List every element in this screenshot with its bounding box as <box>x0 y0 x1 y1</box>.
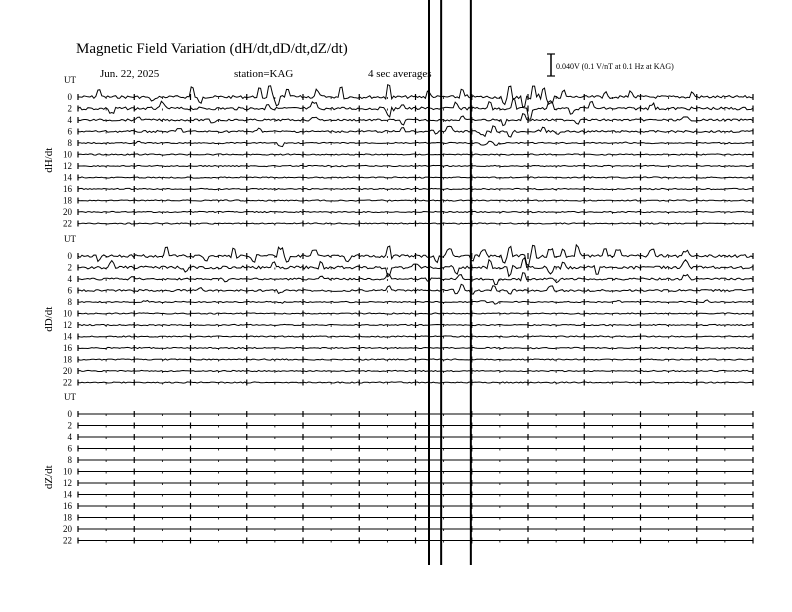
ut-row-label: 16 <box>63 184 72 194</box>
ut-axis-label: UT <box>64 392 76 402</box>
trace-line <box>78 211 753 212</box>
ut-row-label: 18 <box>63 512 72 523</box>
ut-row-label: 4 <box>67 115 72 125</box>
trace-line <box>78 273 753 285</box>
ut-row-label: 22 <box>63 377 72 388</box>
ut-row-label: 20 <box>63 207 72 217</box>
station-label: station=KAG <box>234 68 294 80</box>
ut-row-label: 8 <box>67 138 72 148</box>
scale-label: 0.040V (0.1 V/nT at 0.1 Hz at KAG) <box>556 62 674 71</box>
trace-line <box>78 126 753 137</box>
ut-row-label: 4 <box>67 432 72 442</box>
ut-row-label: 2 <box>67 103 72 114</box>
ut-row-label: 10 <box>63 466 72 477</box>
scale-bar <box>547 54 555 76</box>
ut-row-label: 6 <box>67 126 72 137</box>
averaging-label: 4 sec averages <box>368 68 432 80</box>
panels <box>43 75 753 546</box>
ut-row-label: 4 <box>67 274 72 284</box>
ut-row-label: 12 <box>63 161 72 171</box>
ut-row-label: 14 <box>63 172 72 183</box>
ut-axis-label: UT <box>64 234 76 244</box>
ut-row-label: 6 <box>67 285 72 296</box>
vertical-markers <box>429 0 471 565</box>
ut-row-label: 18 <box>63 354 72 365</box>
trace-line <box>78 245 753 265</box>
ut-row-label: 22 <box>63 535 72 546</box>
ut-row-label: 0 <box>67 251 72 261</box>
ut-row-label: 12 <box>63 320 72 330</box>
ut-row-label: 18 <box>63 195 72 206</box>
ut-row-label: 14 <box>63 489 72 500</box>
chart-title: Magnetic Field Variation (dH/dt,dD/dt,dZ/dt) <box>76 41 348 57</box>
panel-dZ-dt <box>43 392 753 546</box>
panel-dH-dt <box>43 75 753 229</box>
ut-row-label: 12 <box>63 478 72 488</box>
ut-row-label: 10 <box>63 149 72 160</box>
panel-dD-dt <box>43 234 753 388</box>
ut-row-label: 6 <box>67 443 72 454</box>
ut-row-label: 8 <box>67 455 72 465</box>
ut-row-label: 16 <box>63 501 72 511</box>
ut-row-label: 0 <box>67 92 72 102</box>
trace-line <box>78 177 753 178</box>
component-label: dD/dt <box>43 306 55 332</box>
component-label: dZ/dt <box>43 465 55 490</box>
date-label: Jun. 22, 2025 <box>100 68 160 80</box>
ut-row-label: 2 <box>67 262 72 273</box>
ut-row-label: 22 <box>63 218 72 229</box>
ut-row-label: 8 <box>67 297 72 307</box>
ut-row-label: 0 <box>67 409 72 419</box>
trace-line <box>78 85 753 108</box>
ut-row-label: 14 <box>63 331 72 342</box>
ut-axis-label: UT <box>64 75 76 85</box>
ut-row-label: 20 <box>63 366 72 376</box>
ut-row-label: 16 <box>63 343 72 353</box>
ut-row-label: 20 <box>63 524 72 534</box>
ut-row-label: 10 <box>63 308 72 319</box>
component-label: dH/dt <box>43 147 55 173</box>
ut-row-label: 2 <box>67 420 72 431</box>
